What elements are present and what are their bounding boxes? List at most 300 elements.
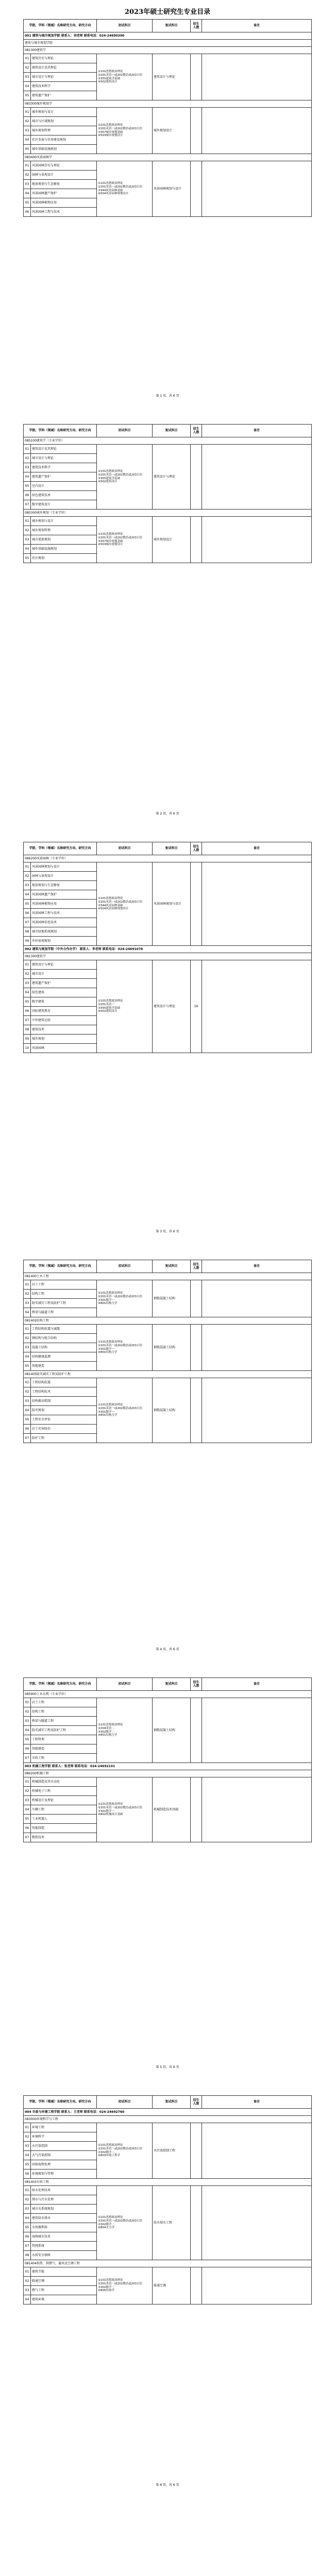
header-cell: 备注 (202, 20, 312, 32)
page-number: 第 2 页，共 6 页 (156, 812, 179, 816)
major-name: 086200风景园林（专业学位） (24, 855, 312, 862)
direction-code: 01 (24, 161, 31, 171)
header-row (24, 842, 312, 855)
major-row (24, 2179, 312, 2186)
direction-code: 01 (24, 1325, 31, 1334)
retest-subject: 钢筋混凝土结构 (153, 1698, 191, 1763)
major-row (24, 1691, 312, 1698)
direction-code: 07 (24, 1833, 31, 1842)
direction-name: 桥梁与隧道工程 (31, 1308, 97, 1317)
direction-row (24, 161, 312, 171)
direction-code: 05 (24, 1815, 31, 1824)
header-cell: 招生人数 (191, 20, 202, 32)
direction-code: 05 (24, 2160, 31, 2170)
catalog-page (23, 1253, 312, 1655)
direction-name: 结构振动控制 (31, 1397, 97, 1406)
header-cell: 招生人数 (191, 2096, 202, 2109)
direction-name: 建筑节能 (31, 2267, 97, 2277)
direction-code: 04 (24, 135, 31, 145)
remark (202, 2186, 312, 2260)
direction-code: 07 (24, 2242, 31, 2251)
direction-code: 05 (24, 2223, 31, 2232)
header-cell: 初试科目 (97, 1260, 153, 1273)
direction-code: 01 (24, 2123, 31, 2132)
direction-name: 水质安全保障 (31, 2251, 97, 2260)
remark (202, 1378, 312, 1443)
direction-row (24, 960, 312, 970)
direction-code: 03 (24, 979, 31, 988)
header-cell: 备注 (202, 1678, 312, 1691)
direction-code: 09 (24, 1035, 31, 1044)
direction-name: 固体废物处理 (31, 2160, 97, 2170)
direction-code: 02 (24, 454, 31, 463)
college-info: 004 市政与环境工程学院 联系人：王老师 联系电话：024-24692760 (24, 2109, 312, 2116)
major-name: 083400风景园林学 (24, 154, 312, 161)
retest-subject: 风景园林规划与设计 (153, 862, 191, 946)
direction-code: 02 (24, 970, 31, 979)
exam-subjects: ①101思想政治理论 ②201英语一或202俄语或203日语 ③302数学二 ④803环境工程学 (97, 2123, 153, 2179)
direction-code: 05 (24, 1735, 31, 1744)
retest-subject: 建筑设计与理论 (153, 960, 191, 1053)
direction-name: 建筑技术科学 (31, 463, 97, 472)
major-name: 085100建筑学（专业学位） (24, 437, 312, 445)
major-row (24, 1317, 312, 1325)
direction-code: 06 (24, 1744, 31, 1754)
college-info: 001 建筑与城市规划学院 联系人：刘老师 联系电话：024-24690390 (24, 32, 312, 40)
enroll-count (191, 517, 202, 563)
direction-code: 01 (24, 54, 31, 63)
direction-name: 环境规划与管理 (31, 2170, 97, 2179)
direction-name: 乡村景观规划 (31, 937, 97, 946)
direction-code: 05 (24, 1415, 31, 1425)
direction-code: 06 (24, 208, 31, 217)
direction-code: 05 (24, 997, 31, 1007)
enroll-count (191, 1280, 202, 1317)
direction-code: 03 (24, 1796, 31, 1805)
major-row (24, 855, 312, 862)
direction-code: 09 (24, 937, 31, 946)
direction-row (24, 2267, 312, 2277)
college-row (24, 1763, 312, 1770)
major-name: 081405防灾减灾工程及防护工程 (24, 1371, 312, 1378)
header-cell: 初试科目 (97, 2096, 153, 2109)
direction-row (24, 1698, 312, 1707)
direction-name: 工程结构抗震与减震 (31, 1325, 97, 1334)
direction-code: 02 (24, 171, 31, 180)
direction-code: 05 (24, 900, 31, 909)
header-cell: 复试科目 (153, 842, 191, 855)
direction-code: 06 (24, 2170, 31, 2179)
direction-name: 建筑环境 (31, 2295, 97, 2304)
page-number: 第 3 页，共 6 页 (156, 1230, 179, 1233)
header-row (24, 1260, 312, 1273)
enroll-count (191, 445, 202, 510)
header-cell: 复试科目 (153, 1260, 191, 1273)
remark (202, 862, 312, 946)
direction-name: 智能制造 (31, 1824, 97, 1833)
enroll-count (191, 161, 202, 217)
direction-code: 06 (24, 2232, 31, 2242)
enroll-count: 16 (191, 960, 202, 1053)
direction-name: 岩土工程 (31, 1280, 97, 1290)
direction-name: 燃气工程 (31, 2286, 97, 2295)
direction-name: 暖通空调 (31, 2277, 97, 2286)
college-info: 002 建筑与规划学院（中外合作办学） 联系人：李老师 联系电话：024-24691078 (24, 946, 312, 953)
remark (202, 1280, 312, 1317)
major-row (24, 2260, 312, 2267)
major-name: 081403市政工程 (24, 2179, 312, 2186)
direction-code: 02 (24, 1707, 31, 1717)
direction-code: 10 (24, 1044, 31, 1053)
direction-row (24, 517, 312, 526)
direction-name: 风景园林历史与理论 (31, 161, 97, 171)
direction-code: 04 (24, 2295, 31, 2304)
enroll-count (191, 2123, 202, 2179)
enroll-count (191, 862, 202, 946)
direction-name: 防灾减灾工程及防护工程 (31, 1299, 97, 1308)
direction-name: 中外建筑比较 (31, 1016, 97, 1025)
major-name: 083300城乡规划学 (24, 100, 312, 108)
direction-name: 风景园林工程与技术 (31, 208, 97, 217)
catalog-page (23, 836, 312, 1238)
header-cell: 招生人数 (191, 842, 202, 855)
exam-subjects: ①101思想政治理论 ②201英语一或202俄语或203日语 ③355建筑学基础 ④502建筑设计 (97, 445, 153, 510)
exam-subjects: ①101思想政治理论 ②201英语一或202俄语或203日语 ③302数学二 ④805传热学 (97, 2267, 153, 2304)
direction-name: 城市与区域规划 (31, 117, 97, 126)
direction-name: 建筑历史与理论 (31, 54, 97, 63)
catalog-table (23, 424, 312, 563)
exam-subjects: ①101思想政治理论 ②201英语一 ③355建筑学基础 ④502建筑设计 (97, 960, 153, 1053)
direction-name: 数字建筑 (31, 997, 97, 1007)
direction-name: 风景园林植物应用 (31, 198, 97, 208)
direction-name: 结构工程 (31, 1707, 97, 1717)
header-cell: 备注 (202, 842, 312, 855)
direction-name: 绿色建筑技术 (31, 491, 97, 500)
exam-subjects: ①101思想政治理论 ②201英语一或202俄语或203日语 ③344风景园林基础 ④504风景园林规划设计 (97, 862, 153, 946)
direction-code: 01 (24, 1378, 31, 1387)
major-name: 081300建筑学 (24, 953, 312, 960)
direction-code: 03 (24, 1717, 31, 1726)
direction-row (24, 1777, 312, 1787)
direction-row (24, 2186, 312, 2195)
remark (202, 1777, 312, 1842)
major-row (24, 2116, 312, 2123)
catalog-table (23, 1260, 312, 1443)
direction-name: 城乡规划管理 (31, 526, 97, 535)
college-info: 003 机械工程学院 联系人：张老师 联系电话：024-24692101 (24, 1763, 312, 1770)
direction-name: 给水处理技术 (31, 2186, 97, 2195)
direction-code: 06 (24, 491, 31, 500)
direction-name: 海绵城市技术 (31, 2232, 97, 2242)
header-cell: 招生人数 (191, 425, 202, 437)
retest-subject: 城乡规划设计 (153, 108, 191, 154)
direction-code: 04 (24, 189, 31, 198)
direction-name: 城市设计与理论 (31, 454, 97, 463)
direction-code: 02 (24, 63, 31, 73)
header-row (24, 425, 312, 437)
direction-row (24, 1280, 312, 1290)
direction-name: 智能建造 (31, 1362, 97, 1371)
catalog-table (23, 2095, 312, 2304)
direction-name: 建筑技术 (31, 1025, 97, 1035)
direction-code: 06 (24, 1824, 31, 1833)
direction-code: 02 (24, 872, 31, 881)
direction-code: 04 (24, 890, 31, 900)
retest-subject: 钢筋混凝土结构 (153, 1378, 191, 1443)
direction-row (24, 2123, 312, 2132)
direction-code: 07 (24, 1754, 31, 1763)
direction-code: 04 (24, 1406, 31, 1415)
catalog-table (23, 842, 312, 1053)
major-row (24, 40, 312, 47)
direction-code: 02 (24, 1387, 31, 1397)
page-title: 2023年硕士研究生专业目录 (124, 8, 211, 16)
direction-name: 风景园林植物应用 (31, 900, 97, 909)
direction-code: 01 (24, 1698, 31, 1707)
direction-code: 03 (24, 2142, 31, 2151)
direction-code: 01 (24, 1280, 31, 1290)
direction-name: 环境科学 (31, 2132, 97, 2142)
retest-subject: 钢筋混凝土结构 (153, 1325, 191, 1371)
header-name: 学院、学科（领域）名称研究方向、研究方向 (24, 1678, 97, 1691)
major-name: 081300建筑学 (24, 47, 312, 54)
direction-name: 社区规划 (31, 554, 97, 563)
enroll-count (191, 108, 202, 154)
direction-code: 03 (24, 1397, 31, 1406)
direction-name: 城市设计 (31, 970, 97, 979)
direction-name: 建筑给水排水 (31, 2214, 97, 2223)
major-row (24, 953, 312, 960)
direction-name: 室内设计 (31, 482, 97, 491)
enroll-count (191, 1777, 202, 1842)
exam-subjects: ①101思想政治理论 ②201英语一或202俄语或203日语 ③301数学一 ④801结构力学 (97, 1325, 153, 1371)
page-number: 第 1 页，共 6 页 (156, 394, 179, 398)
direction-name: 机械设计及理论 (31, 1796, 97, 1805)
college-row (24, 946, 312, 953)
direction-name: 建筑遗产保护 (31, 979, 97, 988)
major-row (24, 1770, 312, 1777)
retest-subject: 机械制造技术基础 (153, 1777, 191, 1842)
direction-name: 园林与景观设计 (31, 171, 97, 180)
exam-subjects: ①101思想政治理论 ②201英语一或202俄语或203日语 ③302数学二 ④804水力学 (97, 2186, 153, 2260)
direction-name: 建筑遗产保护 (31, 91, 97, 100)
direction-code: 04 (24, 2151, 31, 2160)
direction-name: 风景园林信息技术 (31, 918, 97, 927)
direction-code: 02 (24, 2277, 31, 2286)
direction-code: 06 (24, 1425, 31, 1434)
major-name: 083000环境科学与工程 (24, 2116, 312, 2123)
direction-name: 数控技术 (31, 1833, 97, 1842)
direction-name: 桥梁与隧道工程 (31, 1717, 97, 1726)
direction-name: 防灾减灾工程及防护工程 (31, 1726, 97, 1735)
major-name: 建筑与城市规划学院 (24, 40, 312, 47)
direction-name: 水资源利用 (31, 2223, 97, 2232)
direction-name: 机械电子工程 (31, 1787, 97, 1796)
direction-row (24, 108, 312, 117)
direction-name: 国际建筑教育 (31, 1007, 97, 1016)
direction-code: 03 (24, 1343, 31, 1352)
direction-code: 06 (24, 909, 31, 918)
remark (202, 2123, 312, 2179)
direction-name: 结构健康监测 (31, 1352, 97, 1362)
direction-name: 防护工程 (31, 1434, 97, 1443)
major-row (24, 100, 312, 108)
remark (202, 1325, 312, 1371)
direction-code: 07 (24, 500, 31, 510)
direction-code: 03 (24, 535, 31, 545)
direction-name: 地景规划与生态修复 (31, 881, 97, 890)
direction-code: 05 (24, 91, 31, 100)
enroll-count (191, 1378, 202, 1443)
direction-code: 08 (24, 2251, 31, 2260)
header-row (24, 20, 312, 32)
remark (202, 54, 312, 100)
major-row (24, 437, 312, 445)
header-cell: 初试科目 (97, 1678, 153, 1691)
retest-subject: 城乡规划设计 (153, 517, 191, 563)
major-row (24, 47, 312, 54)
direction-code: 03 (24, 73, 31, 82)
remark (202, 2267, 312, 2304)
direction-code: 01 (24, 1777, 31, 1787)
direction-code: 05 (24, 198, 31, 208)
retest-subject: 给水排水工程 (153, 2186, 191, 2260)
header-cell: 备注 (202, 2096, 312, 2109)
direction-name: 工程安全评估 (31, 1415, 97, 1425)
direction-code: 01 (24, 960, 31, 970)
direction-code: 01 (24, 2267, 31, 2277)
direction-name: 风景园林规划与设计 (31, 862, 97, 872)
direction-name: 水污染控制 (31, 2142, 97, 2151)
major-name: 085900土木水利（专业学位） (24, 1691, 312, 1698)
direction-name: 建筑技术科学 (31, 82, 97, 91)
header-row (24, 1678, 312, 1691)
direction-name: 工程结构抗风 (31, 1387, 97, 1397)
catalog-page (23, 0, 312, 402)
major-name: 081400土木工程 (24, 1273, 312, 1280)
direction-name: 建筑设计及其理论 (31, 63, 97, 73)
direction-code: 03 (24, 2205, 31, 2214)
catalog-page (23, 1671, 312, 2073)
direction-code: 02 (24, 526, 31, 535)
catalog-table (23, 19, 312, 217)
page-number: 第 5 页，共 6 页 (156, 2065, 179, 2069)
exam-subjects: ①101思想政治理论 ②201英语一或202俄语或203日语 ③301数学一 ④802机械设计基础 (97, 1777, 153, 1842)
direction-name: 城乡规划与设计 (31, 517, 97, 526)
direction-name: 风景园林工程与技术 (31, 909, 97, 918)
retest-subject: 暖通空调 (153, 2267, 191, 2304)
direction-name: 建筑设计及其理论 (31, 445, 97, 454)
direction-code: 04 (24, 545, 31, 554)
direction-code: 03 (24, 463, 31, 472)
remark (202, 517, 312, 563)
direction-name: 城乡规划管理 (31, 126, 97, 135)
header-name: 学院、学科（领域）名称研究方向、研究方向 (24, 1260, 97, 1273)
enroll-count (191, 1698, 202, 1763)
direction-row (24, 445, 312, 454)
direction-name: 管网系统 (31, 2242, 97, 2251)
direction-name: 城乡规划 (31, 1035, 97, 1044)
header-cell: 备注 (202, 425, 312, 437)
direction-code: 01 (24, 2186, 31, 2195)
header-cell: 初试科目 (97, 842, 153, 855)
direction-code: 02 (24, 1334, 31, 1343)
direction-code: 04 (24, 472, 31, 482)
header-cell: 招生人数 (191, 1678, 202, 1691)
remark (202, 960, 312, 1053)
direction-name: 机械制造及其自动化 (31, 1777, 97, 1787)
direction-code: 06 (24, 1007, 31, 1016)
header-cell: 备注 (202, 1260, 312, 1273)
direction-code: 05 (24, 554, 31, 563)
header-cell: 初试科目 (97, 20, 153, 32)
direction-name: 环境工程 (31, 2123, 97, 2132)
direction-code: 04 (24, 82, 31, 91)
major-name: 081404供热、供燃气、通风及空调工程 (24, 2260, 312, 2267)
direction-code: 02 (24, 2132, 31, 2142)
header-row (24, 2096, 312, 2109)
direction-name: 城乡规划与设计 (31, 108, 97, 117)
direction-code: 04 (24, 1805, 31, 1815)
exam-subjects: ①101思想政治理论 ②201英语一或202俄语或203日语 ③301数学一 ④801结构力学 (97, 1280, 153, 1317)
major-name: 080200机械工程 (24, 1770, 312, 1777)
direction-name: 岩土灾害防治 (31, 1425, 97, 1434)
direction-name: 防灾规划 (31, 1406, 97, 1415)
retest-subject: 建筑设计与理论 (153, 445, 191, 510)
direction-code: 08 (24, 1025, 31, 1035)
retest-subject: 风景园林规划与设计 (153, 161, 191, 217)
direction-code: 05 (24, 145, 31, 154)
direction-name: 社区发展与住房建设规划 (31, 135, 97, 145)
direction-name: 工业机器人 (31, 1815, 97, 1824)
direction-code: 03 (24, 1299, 31, 1308)
header-cell: 复试科目 (153, 425, 191, 437)
direction-code: 02 (24, 117, 31, 126)
exam-subjects: ①101思想政治理论 ②201英语一或202俄语或203日语 ③355建筑学基础 ④502建筑设计 (97, 54, 153, 100)
major-row (24, 1273, 312, 1280)
direction-code: 03 (24, 180, 31, 189)
direction-name: 建筑遗产保护 (31, 472, 97, 482)
header-cell: 复试科目 (153, 1678, 191, 1691)
retest-subject: 建筑设计与理论 (153, 54, 191, 100)
direction-name: 智能建造 (31, 1744, 97, 1754)
direction-name: 城市设计与理论 (31, 73, 97, 82)
direction-code: 05 (24, 1362, 31, 1371)
college-row (24, 2109, 312, 2116)
direction-code: 04 (24, 988, 31, 997)
major-name: 085300城乡规划（专业学位） (24, 510, 312, 517)
direction-code: 02 (24, 1290, 31, 1299)
direction-name: 混凝土结构 (31, 1343, 97, 1352)
direction-name: 风景园林 (31, 1044, 97, 1053)
direction-name: 车辆工程 (31, 1805, 97, 1815)
enroll-count (191, 2186, 202, 2260)
direction-code: 07 (24, 1434, 31, 1443)
header-cell: 复试科目 (153, 20, 191, 32)
direction-code: 02 (24, 1787, 31, 1796)
direction-name: 大气污染控制 (31, 2151, 97, 2160)
header-name: 学院、学科（领域）名称研究方向、研究方向 (24, 2096, 97, 2109)
enroll-count (191, 2267, 202, 2304)
direction-name: 岩土工程 (31, 1698, 97, 1707)
header-name: 学院、学科（领域）名称研究方向、研究方向 (24, 842, 97, 855)
direction-name: 风景园林遗产保护 (31, 890, 97, 900)
direction-code: 07 (24, 918, 31, 927)
direction-code: 04 (24, 1352, 31, 1362)
catalog-page (23, 2089, 312, 2491)
remark (202, 1698, 312, 1763)
direction-code: 04 (24, 1308, 31, 1317)
